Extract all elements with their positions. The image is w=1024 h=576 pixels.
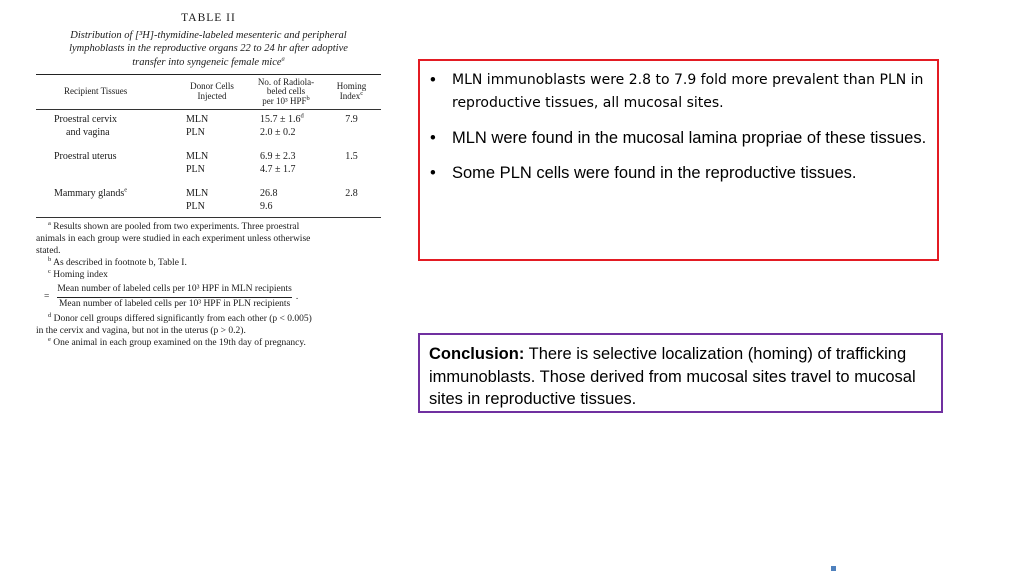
table-caption — [36, 29, 381, 70]
caption-line: transfer into syngeneic female mice$^a$ — [132, 55, 285, 69]
header-homing-index: Homing Index$^c$ — [336, 81, 367, 101]
finding-text: MLN immunoblasts were 2.8 to 7.9 fold more prevalent than PLN in reproductive tissues, all mucosal sites. — [452, 72, 924, 111]
homing-index-formula: = $\frac{\text{Mean number of labeled cells per 10³ HPF in MLN recipients}}{\text{Mean number of labeled cells per 10³ HPF in PLN recipients}}$ . — [44, 284, 299, 310]
findings-list — [430, 69, 931, 185]
footnote-a: $^a$ Results shown are pooled from two experiments. Three proestral — [48, 219, 300, 233]
formula-fraction — [55, 284, 294, 311]
header-count: No. of Radiola- beled cells per 10³ HPF$^b$ — [257, 76, 315, 106]
caption-line: lymphoblasts in the reproductive organs 22 to 24 hr after adoptive — [69, 43, 348, 55]
bullet-icon: • — [430, 71, 436, 89]
bullet-icon: • — [430, 129, 436, 147]
table-row: Proestral cervix MLN 15.7 ± 1.6$^d$ 7.9 — [54, 112, 358, 126]
table-group-uterus — [36, 150, 381, 176]
findings-box — [418, 59, 939, 261]
footnote-b: $^b$ As described in footnote b, Table I. — [48, 255, 187, 268]
footnote-d-cont: in the cervix and vagina, but not in the uterus (p > 0.2). — [36, 326, 246, 337]
table-figure — [36, 12, 381, 350]
footnote-e: $^e$ One animal in each group examined on the 19th day of pregnancy. — [48, 335, 306, 348]
footnote-a-cont: animals in each group were studied in each experiment unless otherwise — [36, 233, 311, 244]
footnote-c: $^c$ Homing index — [48, 267, 108, 280]
footnote-d: $^d$ Donor cell groups differed significantly from each other (p < 0.005) — [48, 312, 312, 325]
conclusion-box — [418, 333, 943, 413]
finding-text: MLN were found in the mucosal lamina propriae of these tissues. — [452, 129, 927, 147]
caption-line: Distribution of [³H]-thymidine-labeled mesenteric and peripheral — [70, 29, 347, 41]
header-donor: Donor Cells Injected — [190, 81, 234, 101]
slide-marker — [831, 566, 836, 571]
table-row: PLN 9.6 — [186, 201, 273, 213]
table-row: Mammary glands$^e$ MLN 26.8 2.8 — [54, 186, 358, 200]
footnote-a-cont: stated. — [36, 245, 61, 256]
table-row: Proestral uterus MLN 6.9 ± 2.3 1.5 — [54, 151, 358, 163]
formula-denominator: Mean number of labeled cells per 10³ HPF in PLN recipients — [58, 299, 291, 310]
table-body — [36, 110, 381, 217]
header-recipient: Recipient Tissues — [64, 86, 128, 97]
list-item — [430, 162, 931, 185]
table-row: and vagina PLN 2.0 ± 0.2 — [66, 127, 296, 139]
table-header-row — [36, 75, 381, 109]
formula-numerator: Mean number of labeled cells per 10³ HPF in MLN recipients — [57, 284, 292, 295]
conclusion-label: Conclusion: — [429, 345, 525, 363]
footnote-mark: a — [281, 55, 285, 63]
table-footnotes — [36, 219, 381, 350]
list-item — [430, 127, 931, 150]
conclusion-text: There is selective localization (homing) of trafficking immunoblasts. Those derived from mucosal sites travel to mucosal sites in reproductive tissues. — [429, 345, 916, 408]
table-group-mammary — [36, 187, 381, 213]
bullet-icon: • — [430, 164, 436, 182]
table-row: PLN 4.7 ± 1.7 — [186, 164, 296, 176]
list-item — [430, 69, 931, 115]
table-bottom-rule — [36, 217, 381, 218]
finding-text: Some PLN cells were found in the reproductive tissues. — [452, 164, 857, 182]
table-group-cervix — [36, 113, 381, 139]
table-title: TABLE II — [181, 12, 236, 24]
